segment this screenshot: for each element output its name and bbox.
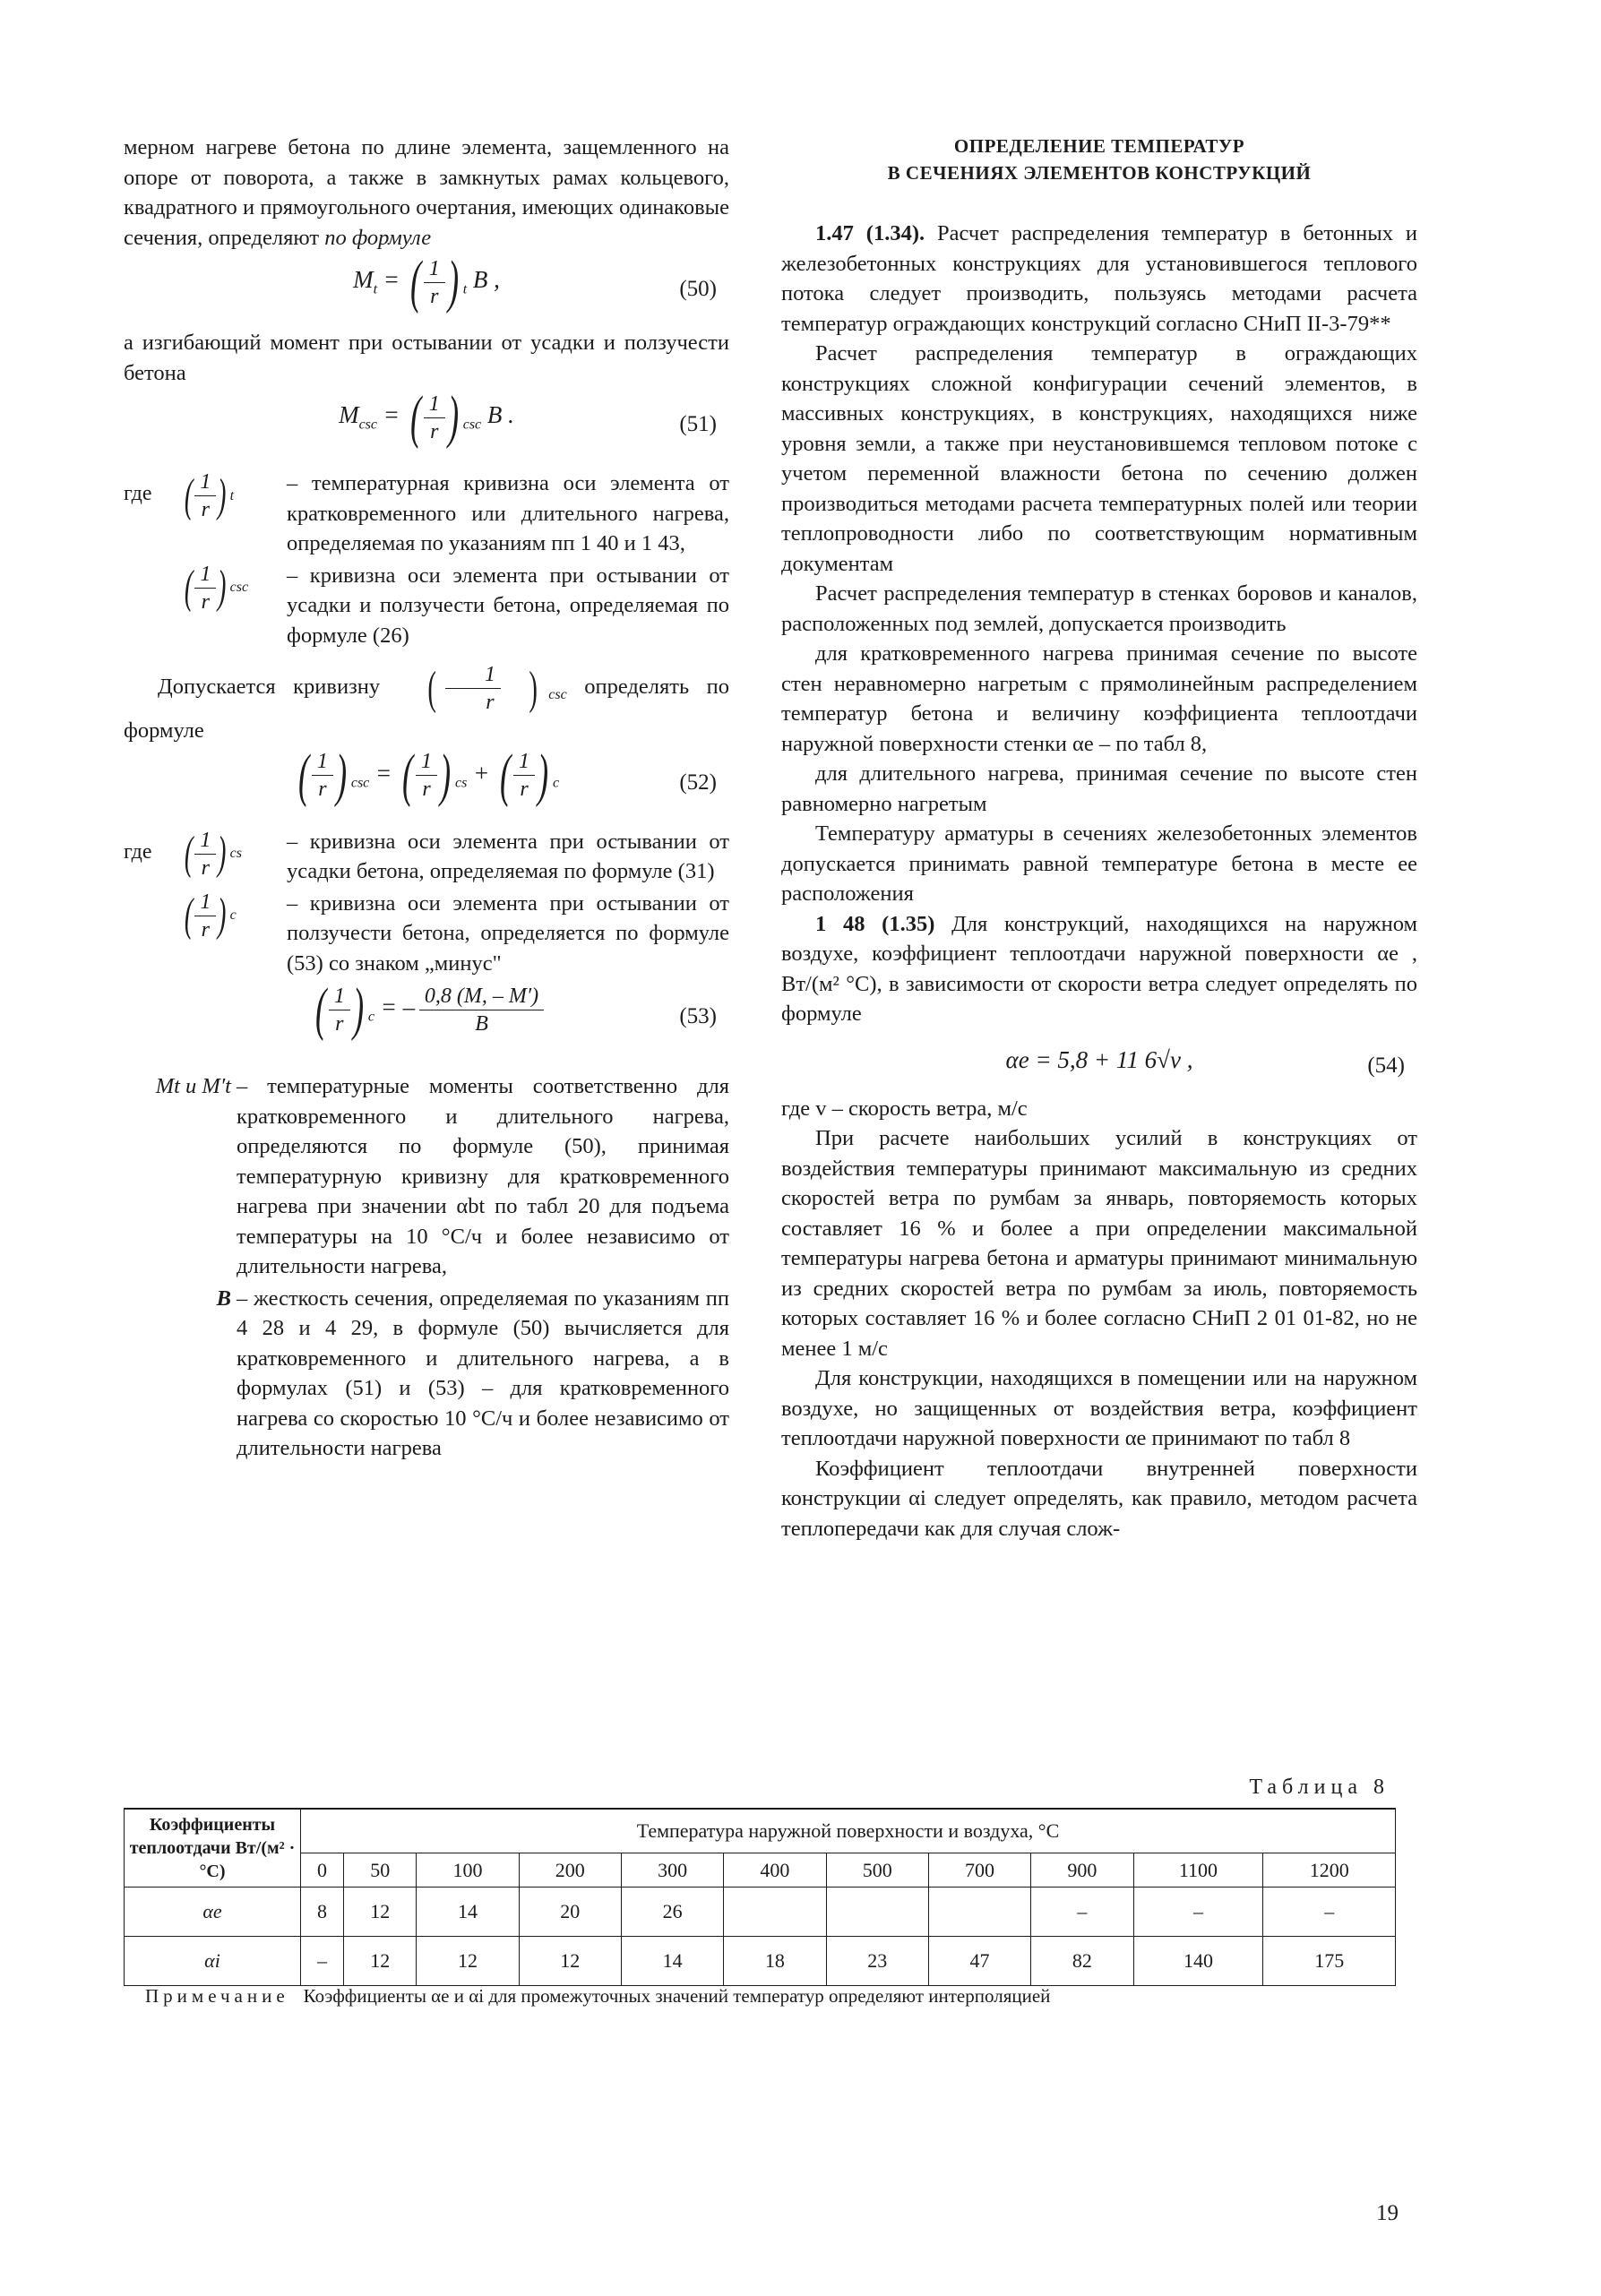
table-header-left: Коэффициенты теплоотдачи Вт/(м² · °C) — [125, 1809, 301, 1888]
definition-stiffness — [124, 1284, 729, 1464]
where-label: где — [124, 482, 152, 505]
temp-cell: 1200 — [1263, 1853, 1396, 1888]
row-label: αe — [125, 1888, 301, 1937]
paragraph-long-heating: для длительного нагрева, принимая сечение по высоте стен равномерно нагретым — [781, 761, 1417, 816]
definition-list-3 — [124, 1071, 729, 1464]
value-cell: 140 — [1133, 1937, 1263, 1986]
definition-c: ( $\frac{1}{r}$ ) c – кривизна оси элемента при остывании от ползучести бетона, определяется по формуле (53) со знаком „минус" — [124, 889, 729, 979]
definition-text: – кривизна оси элемента при остывании от усадки и ползучести бетона, определяемая по формуле (26) — [287, 563, 729, 648]
definition-symbol: ( $\frac{1}{r}$ ) t — [184, 469, 235, 521]
right-column — [781, 133, 1417, 1544]
clause-number: 1.47 (1.34). — [815, 221, 925, 245]
table-header-top: Температура наружной поверхности и воздуха, °C — [301, 1809, 1396, 1853]
value-cell: 23 — [826, 1937, 928, 1986]
paragraph-allowed: Допускается кривизну ( $\frac{1}{r}$ ) $_{csc}$ определять по формуле — [124, 662, 729, 743]
paragraph-inner-surface: Коэффициент теплоотдачи внутренней поверхности конструкции αi следует определять, как правило, методом расчета теплопередачи как для случая слож- — [781, 1456, 1417, 1541]
table-row-alpha-i — [125, 1937, 1396, 1986]
formula-51: $M_{csc}$ = ( $\frac{1}{r}$ ) $_{csc}$ B . (51) — [339, 384, 717, 450]
temp-cell: 1100 — [1133, 1853, 1263, 1888]
intro-text: мерном нагреве бетона по длине элемента, защемленного на опоре от поворота, а также в замкнутых рамах кольцевого, квадратного и прямоугольного очертания, имеющих одинаковые сечения, определяют — [124, 135, 729, 250]
paragraph-bending: а изгибающий момент при остывании от усадки и ползучести бетона — [124, 331, 729, 385]
temp-cell: 700 — [928, 1853, 1030, 1888]
equation-number: (51) — [679, 412, 717, 436]
left-column — [124, 133, 729, 1466]
row-label: αi — [125, 1937, 301, 1986]
temp-cell: 0 — [301, 1853, 344, 1888]
temp-cell: 500 — [826, 1853, 928, 1888]
section-heading: ОПРЕДЕЛЕНИЕ ТЕМПЕРАТУР В СЕЧЕНИЯХ ЭЛЕМЕНТОВ КОНСТРУКЦИЙ — [887, 135, 1312, 184]
definition-symbol: Mt и M′t — [155, 1074, 231, 1098]
value-cell — [826, 1888, 928, 1937]
value-cell: – — [1031, 1888, 1133, 1937]
definition-text: – жесткость сечения, определяемая по указаниям пп 4 28 и 4 29, в формуле (50) вычисляется для кратковременного и длительного нагрева, а в формулах (51) и (53) – для кратковременного нагрева со скоростью 10 °C/ч и более независимо от длительности нагрева — [237, 1286, 729, 1460]
table-temps-row — [125, 1853, 1396, 1888]
definition-list-1 — [124, 469, 729, 650]
value-cell: 14 — [621, 1937, 723, 1986]
value-cell: 12 — [417, 1937, 519, 1986]
formula-54: αe = 5,8 + 11 6√v , (54) — [781, 1029, 1417, 1094]
value-cell: 47 — [928, 1937, 1030, 1986]
value-cell: 12 — [344, 1937, 417, 1986]
value-cell: 14 — [417, 1888, 519, 1937]
formula-50: $M_t$ = ( $\frac{1}{r}$ ) $_t$ B , (50) — [353, 249, 717, 314]
value-cell: 26 — [621, 1888, 723, 1937]
paragraph-reinforcement: Температуру арматуры в сечениях железобетонных элементов допускается принимать равной температуре бетона в месте ее расположения — [781, 821, 1417, 906]
definition-cs: где ( $\frac{1}{r}$ ) cs – кривизна оси элемента при остывании от усадки бетона, определяемая по формуле (31) — [124, 827, 729, 887]
value-cell: 20 — [519, 1888, 621, 1937]
definition-text: – температурные моменты соответственно для кратковременного и длительного нагрева, определяются по формуле (50), принимая температурную кривизну для кратковременного нагрева при значении αbt по табл 20 для подъема температуры на 10 °C/ч и более независимо от длительности нагрева, — [237, 1074, 729, 1278]
paragraph-max-forces: При расчете наибольших усилий в конструкциях от воздействия температуры принимают максимальную из средних скоростей ветра по румбам за январь, повторяемость которых составляет 16 % и более а при определении максимальной температуры нагрева бетона и арматуры принимают минимальную из средних скоростей ветра по румбам за июль, повторяемость которых составляет 16 % и более согласно СНиП 2 01 01-82, но не менее 1 м/с — [781, 1126, 1417, 1361]
paragraph-intro — [124, 133, 729, 253]
value-cell: 12 — [519, 1937, 621, 1986]
fraction: $\frac{1}{r}$ — [424, 255, 445, 310]
temp-cell: 100 — [417, 1853, 519, 1888]
formula-lhs: M — [353, 266, 374, 294]
value-cell: 18 — [724, 1937, 826, 1986]
paragraph-1-47: 1.47 (1.34). Расчет распределения температур в бетонных и железобетонных конструкциях для установившегося теплового потока следует производить, пользуясь методами расчета температур ограждающих конструкций согласно СНиП II-3-79** — [781, 221, 1417, 336]
temp-cell: 300 — [621, 1853, 723, 1888]
equation-number: (53) — [679, 1004, 717, 1028]
value-cell — [928, 1888, 1030, 1937]
value-cell: 175 — [1263, 1937, 1396, 1986]
value-cell: – — [1133, 1888, 1263, 1937]
intro-italic: по формуле — [324, 225, 432, 250]
temp-cell: 900 — [1031, 1853, 1133, 1888]
temp-cell: 200 — [519, 1853, 621, 1888]
note-text: Коэффициенты αe и αi для промежуточных значений температур определяют интерполяцией — [303, 1985, 1051, 2007]
definition-text: – кривизна оси элемента при остывании от усадки бетона, определяемая по формуле (31) — [287, 829, 729, 883]
paragraph-indoor: Для конструкции, находящихся в помещении или на наружном воздухе, но защищенных от воздействия ветра, коэффициент теплоотдачи наружной поверхности αe принимают по табл 8 — [781, 1366, 1417, 1450]
formula-52: ( $\frac{1}{r}$ ) $_{csc}$ = ( $\frac{1}{r}$ ) $_{cs}$ + ( $\frac{1}{r}$ ) $_c$ (52) — [297, 742, 717, 808]
formula-53: ( $\frac{1}{r}$ ) $_c$ = – $\frac{0,8 (M, - M')}{B}$ (53) — [314, 976, 717, 1042]
definition-t — [124, 469, 729, 559]
fraction: $\frac{1}{r}$ — [424, 391, 445, 445]
clause-number: 1 48 (1.35) — [815, 911, 935, 936]
formula-rhs: B , — [472, 266, 500, 294]
definition-moments — [124, 1071, 729, 1282]
equation-number: (54) — [1367, 1053, 1405, 1078]
definition-symbol: ( $\frac{1}{r}$ ) csc — [184, 562, 249, 614]
value-cell: 8 — [301, 1888, 344, 1937]
table-note — [145, 1985, 1050, 2008]
temp-cell: 400 — [724, 1853, 826, 1888]
temp-cell: 50 — [344, 1853, 417, 1888]
definition-list-2 — [124, 827, 729, 979]
value-cell: 12 — [344, 1888, 417, 1937]
definition-text: – температурная кривизна оси элемента от кратковременного или длительного нагрева, определяемая по указаниям пп 1 40 и 1 43, — [287, 471, 729, 555]
definition-symbol: B — [216, 1286, 231, 1311]
paragraph-flues: Расчет распределения температур в стенках боровов и каналов, расположенных под землей, допускается производить — [781, 581, 1417, 636]
note-label: Примечание — [145, 1985, 289, 2007]
equation-number: (52) — [679, 770, 717, 795]
coefficient-table — [124, 1808, 1396, 1986]
paragraph-1-48: 1 48 (1.35) Для конструкций, находящихся на наружном воздухе, коэффициент теплоотдачи наружной поверхности αe , Вт/(м² °C), в зависимости от скорости ветра следует определять по формуле — [781, 911, 1417, 1026]
table-row-alpha-e — [125, 1888, 1396, 1937]
value-cell: 82 — [1031, 1937, 1133, 1986]
table-header-row — [125, 1809, 1396, 1853]
value-cell: – — [1263, 1888, 1396, 1937]
value-cell: – — [301, 1937, 344, 1986]
equation-number: (50) — [679, 277, 717, 301]
paragraph-short-heating: для кратковременного нагрева принимая сечение по высоте стен неравномерно нагретым с прямолинейным распределением температур бетона и величину коэффициента теплоотдачи наружной поверхности стенки αe – по табл 8, — [781, 641, 1417, 756]
table-caption: Таблица 8 — [1249, 1776, 1390, 1799]
definition-text: – кривизна оси элемента при остывании от ползучести бетона, определяется по формуле (53) со знаком „минус" — [287, 890, 729, 976]
paragraph-complex: Расчет распределения температур в ограждающих конструкциях сложной конфигурации сечений элементов, в массивных конструкциях, в конструкциях, находящихся ниже уровня земли, а также при неустановившемся тепловом потоке с учетом переменной влажности бетона по сечению должен производиться методами расчета температурных полей или теории теплопроводности либо по соответствующим нормативным документам — [781, 341, 1417, 576]
paragraph-wind-speed: где v – скорость ветра, м/с — [781, 1096, 1028, 1121]
formula-lhs-sub: t — [373, 281, 378, 297]
value-cell — [724, 1888, 826, 1937]
page-number: 19 — [1376, 2201, 1399, 2225]
definition-csc — [124, 561, 729, 651]
